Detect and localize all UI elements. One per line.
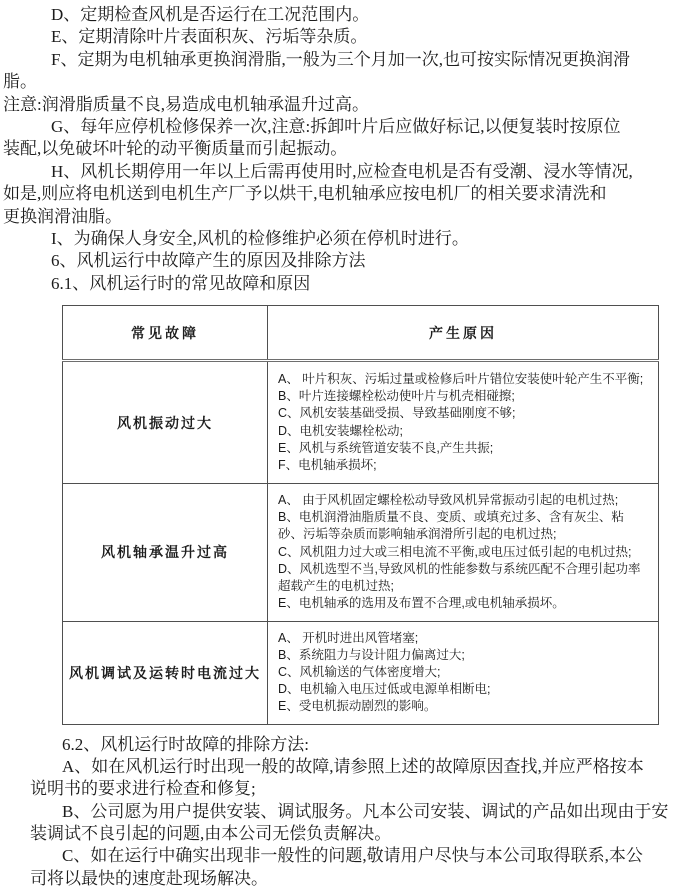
table-row (63, 621, 659, 724)
cause-item: C、风机安装基础受损、导致基础刚度不够; (278, 406, 516, 421)
cause-item: E、受电机振动剧烈的影响。 (278, 699, 437, 714)
cause-item: B、叶片连接螺栓松动使叶片与机壳相碰擦; (278, 389, 515, 404)
cause-item: D、电机安装螺栓松动; (278, 423, 404, 438)
cause-item: D、电机输入电压过低或电源单相断电; (278, 682, 491, 697)
text-line: I、为确保人身安全,风机的检修维护必须在停机时进行。 (51, 228, 469, 248)
causes-cell (268, 621, 659, 724)
table-row (63, 484, 659, 621)
text-line: 装调试不良引起的问题,由本公司无偿负责解决。 (30, 824, 392, 844)
text-line: H、风机长期停用一年以上后需再使用时,应检查电机是否有受潮、浸水等情况, (51, 161, 633, 181)
text-line: C、如在运行中确实出现非一般性的问题,敬请用户尽快与本公司取得联系,本公 (62, 846, 643, 866)
text-line: 更换润滑油脂。 (3, 206, 122, 226)
cause-item: C、风机阻力过大或三相电流不平衡,或电压过低引起的电机过热; (278, 544, 632, 559)
cause-item: C、风机输送的气体密度增大; (278, 664, 441, 679)
text-line: 6.1、风机运行时的常见故障和原因 (51, 273, 311, 293)
cause-item: B、系统阻力与设计阻力偏离过大; (278, 647, 465, 662)
text-line: 6、风机运行中故障产生的原因及排除方法 (51, 251, 366, 271)
text-line: 司将以最快的速度赴现场解决。 (30, 868, 268, 888)
fault-table (62, 305, 659, 724)
text-line: 装配,以免破坏叶轮的动平衡质量而引起振动。 (3, 139, 348, 159)
text-line: 如是,则应将电机送到电机生产厂予以烘干,电机轴承应按电机厂的相关要求清洗和 (3, 184, 607, 204)
fault-table-body (63, 361, 659, 724)
table-header-fault: 常见故障 (63, 306, 268, 361)
fault-cell: 风机调试及运转时电流过大 (63, 621, 268, 724)
text-line: 注意:润滑脂质量不良,易造成电机轴承温升过高。 (3, 94, 369, 114)
text-line: B、公司愿为用户提供安装、调试服务。凡本公司安装、调试的产品如出现由于安 (62, 801, 669, 821)
table-header-cause: 产生原因 (268, 306, 659, 361)
text-line: 6.2、风机运行时故障的排除方法: (62, 734, 309, 754)
text-line: 说明书的要求进行检查和修复; (30, 779, 256, 799)
cause-item: A、 开机时进出风管堵塞; (278, 630, 419, 645)
cause-item: A、 叶片积灰、污垢过量或检修后叶片错位安装使叶轮产生不平衡; (278, 371, 644, 386)
table-row (63, 361, 659, 484)
table-header-row (63, 306, 659, 361)
cause-item: E、风机与系统管道安装不良,产生共振; (278, 440, 494, 455)
cause-item: E、电机轴承的选用及布置不合理,或电机轴承损坏。 (278, 596, 565, 611)
cause-item: B、电机润滑油脂质量不良、变质、或填充过多、含有灰尘、粘砂、污垢等杂质而影响轴承润滑所引起的电机过热; (278, 510, 624, 542)
text-line: F、定期为电机轴承更换润滑脂,一般为三个月加一次,也可按实际情况更换润滑 (51, 49, 630, 69)
fault-cell: 风机振动过大 (63, 361, 268, 484)
fault-cell: 风机轴承温升过高 (63, 484, 268, 621)
cause-item: F、电机轴承损坏; (278, 457, 377, 472)
causes-cell (268, 484, 659, 621)
text-line: E、定期清除叶片表面积灰、污垢等杂质。 (51, 27, 368, 47)
troubleshooting-paragraphs (30, 734, 700, 890)
cause-item: A、 由于风机固定螺栓松动导致风机异常振动引起的电机过热; (278, 493, 619, 508)
causes-cell (268, 361, 659, 484)
text-line: D、定期检查风机是否运行在工况范围内。 (51, 5, 370, 24)
text-line: A、如在风机运行时出现一般的故障,请参照上述的故障原因查找,并应严格按本 (62, 756, 644, 776)
text-line: 脂。 (3, 72, 37, 92)
maintenance-instructions (3, 0, 700, 295)
text-line: G、每年应停机检修保养一次,注意:拆卸叶片后应做好标记,以便复装时按原位 (51, 116, 621, 136)
cause-item: D、风机选型不当,导致风机的性能参数与系统匹配不合理引起功率超载产生的电机过热; (278, 561, 641, 594)
